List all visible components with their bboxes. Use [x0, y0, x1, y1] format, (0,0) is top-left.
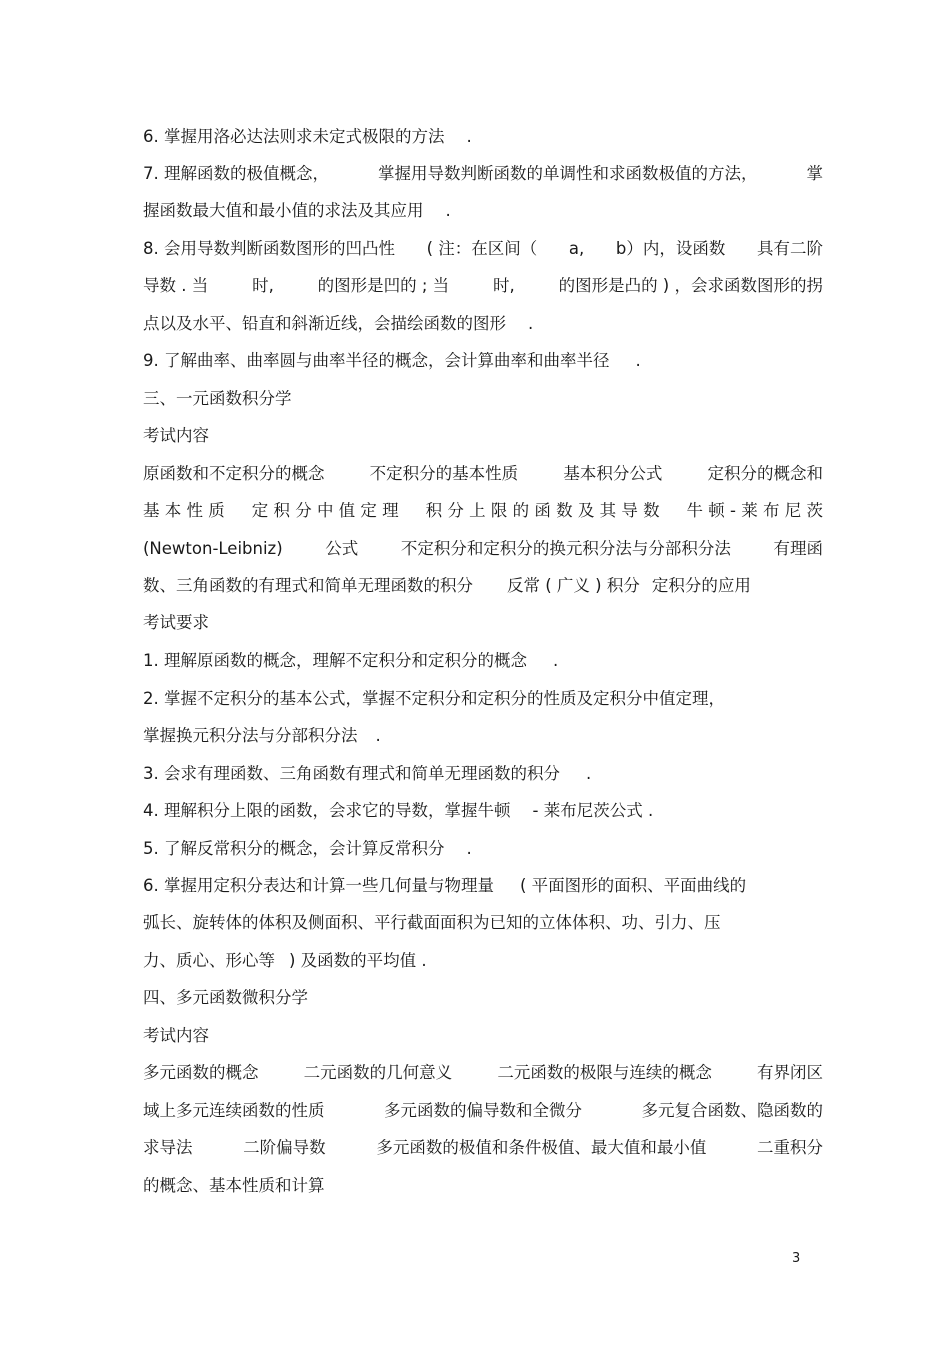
text: 二元函数的极限与连续的概念 [497, 1063, 712, 1082]
text: 四、多元函数微积分学 [143, 988, 308, 1007]
text: 原函数和不定积分的概念 [143, 464, 325, 483]
text-line [143, 500, 823, 522]
text: 具有二阶 [756, 239, 823, 258]
text: 2. 掌握不定积分的基本公式，掌握不定积分和定积分的性质及定积分中值定理， [143, 689, 725, 708]
text-line [143, 538, 823, 560]
text: 力、质心、形心等 [143, 951, 275, 970]
text: 反常 ( 广义 ) 积分 [507, 576, 640, 595]
text: 多元函数的概念 [143, 1063, 259, 1082]
text: 定积分的概念和 [707, 464, 823, 483]
text: . [445, 201, 451, 220]
text: 多元复合函数、隐函数的 [641, 1101, 823, 1120]
text-line [143, 200, 823, 222]
text: 掌握换元积分法与分部积分法 [143, 726, 358, 745]
text: 6. 掌握用定积分表达和计算一些几何量与物理量 [143, 876, 494, 895]
text: 时, [493, 276, 515, 295]
text: 多元函数的极值和条件极值、最大值和最小值 [376, 1138, 707, 1157]
text: 域上多元连续函数的性质 [143, 1101, 325, 1120]
text: a, [568, 239, 585, 258]
text: 求导法 [143, 1138, 193, 1157]
text: 1. 理解原函数的概念，理解不定积分和定积分的概念 [143, 651, 527, 670]
text: 掌 [806, 164, 823, 183]
text: . [635, 351, 641, 370]
text: 4. 理解积分上限的函数，会求它的导数，掌握牛顿 [143, 801, 511, 820]
text: 的图形是凸的 ) ，会求函数图形的拐 [558, 276, 823, 295]
text-line [143, 163, 823, 185]
text: 考试内容 [143, 426, 209, 445]
text: . [375, 726, 381, 745]
text: (Newton-Leibniz) [143, 539, 283, 558]
text: 二元函数的几何意义 [303, 1063, 453, 1082]
text: 不定积分的基本性质 [369, 464, 519, 483]
text-line [143, 950, 823, 972]
text-line [143, 688, 823, 710]
text: 定 积 分 中 值 定 理 [251, 501, 399, 520]
text-line [143, 800, 823, 822]
text: 有理函 [773, 539, 823, 558]
text: 二重积分 [756, 1138, 823, 1157]
section-heading [143, 388, 823, 410]
section-heading [143, 987, 823, 1009]
text-line [143, 838, 823, 860]
text: b）内，设函数 [615, 239, 726, 258]
text: 牛 顿 - 莱 布 尼 茨 [686, 501, 823, 520]
text: 考试要求 [143, 613, 209, 632]
text: 握函数最大值和最小值的求法及其应用 [143, 201, 424, 220]
text: 9. 了解曲率、曲率圆与曲率半径的概念，会计算曲率和曲率半径 [143, 351, 610, 370]
text: 5. 了解反常积分的概念，会计算反常积分 [143, 839, 445, 858]
text-line [143, 1100, 823, 1122]
text-line [143, 1137, 823, 1159]
text: 时, [252, 276, 274, 295]
text-line [143, 313, 823, 335]
text: - 莱布尼茨公式 . [532, 801, 654, 820]
text-line [143, 650, 823, 672]
text: 6. 掌握用洛必达法则求未定式极限的方法 [143, 127, 445, 146]
text: 基 本 性 质 [143, 501, 225, 520]
subheading [143, 612, 823, 634]
text-line [143, 763, 823, 785]
text: 导数 . 当 [143, 276, 209, 295]
text: . [553, 651, 559, 670]
text: 三、一元函数积分学 [143, 389, 292, 408]
text-line [143, 238, 823, 260]
text: 多元函数的偏导数和全微分 [384, 1101, 582, 1120]
text: . [528, 314, 534, 333]
text: . [466, 839, 472, 858]
text: 掌握用导数判断函数的单调性和求函数极值的方法， [378, 164, 758, 183]
text-line [143, 275, 823, 297]
text: 的概念、基本性质和计算 [143, 1176, 325, 1195]
text: 定积分的应用 [651, 576, 751, 595]
text-line [143, 463, 823, 485]
text: 有界闭区 [756, 1063, 823, 1082]
subheading [143, 425, 823, 447]
text-line [143, 575, 823, 597]
text: ( 平面图形的面积、平面曲线的 [520, 876, 747, 895]
text: . [586, 764, 592, 783]
text: ) 及函数的平均值 . [289, 951, 427, 970]
text-line [143, 126, 823, 148]
text: ( 注：在区间（ [426, 239, 538, 258]
text-line [143, 875, 823, 897]
text: 8. 会用导数判断函数图形的凹凸性 [143, 239, 395, 258]
text: 基本积分公式 [563, 464, 663, 483]
text: . [466, 127, 472, 146]
text-line [143, 1062, 823, 1084]
text-line [143, 725, 823, 747]
subheading [143, 1025, 823, 1047]
text: 数、三角函数的有理式和简单无理函数的积分 [143, 576, 473, 595]
text: 的图形是凹的 ; 当 [317, 276, 450, 295]
text-line [143, 912, 823, 934]
page-number: 3 [792, 1251, 801, 1266]
text: 不定积分和定积分的换元积分法与分部积分法 [400, 539, 731, 558]
text: 点以及水平、铅直和斜渐近线，会描绘函数的图形 [143, 314, 506, 333]
text: 7. 理解函数的极值概念， [143, 164, 329, 183]
text: 3. 会求有理函数、三角函数有理式和简单无理函数的积分 [143, 764, 560, 783]
text-line [143, 350, 823, 372]
text-line [143, 1175, 823, 1197]
text: 弧长、旋转体的体积及侧面积、平行截面面积为已知的立体体积、功、引力、压 [143, 913, 721, 932]
text: 公式 [325, 539, 359, 558]
text: 二阶偏导数 [243, 1138, 326, 1157]
text: 考试内容 [143, 1026, 209, 1045]
text: 积 分 上 限 的 函 数 及 其 导 数 [425, 501, 660, 520]
